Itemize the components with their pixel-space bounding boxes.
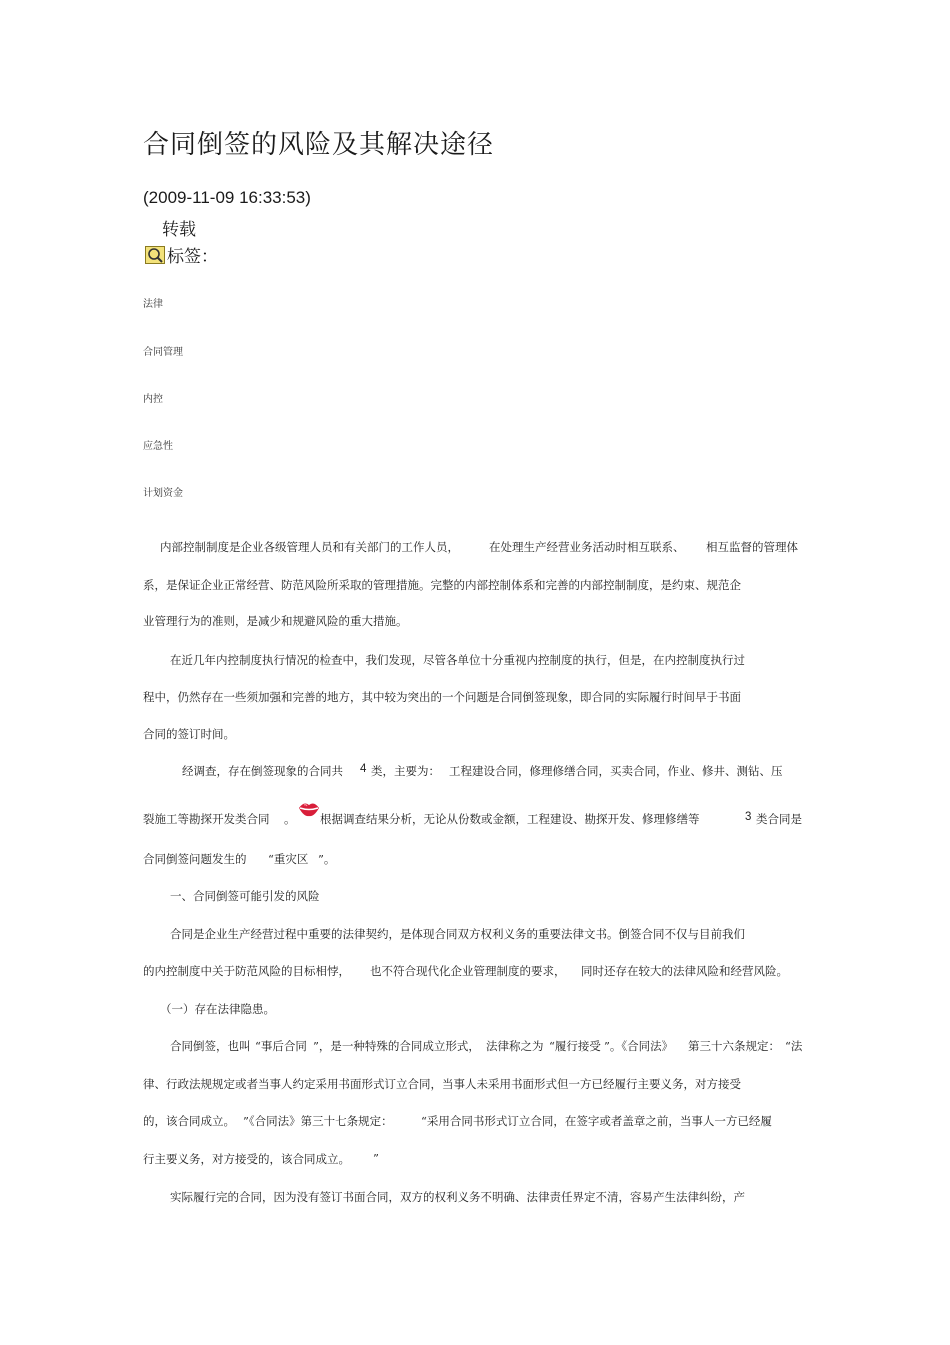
post-date: (2009-11-09 16:33:53) xyxy=(143,188,311,207)
body-text: “履行接受 xyxy=(549,1039,601,1053)
body-text: 法律称之为 xyxy=(486,1039,544,1053)
body-text: “重灾区 xyxy=(268,852,309,866)
body-text: 第三十六条规定： xyxy=(688,1039,780,1053)
body-text: 程中，仍然存在一些须加强和完善的地方，其中较为突出的一个问题是合同倒签现象，即合同的实际履行时间早于书面 xyxy=(143,690,741,704)
body-text: 相互监督的管理体 xyxy=(706,540,798,554)
body-text: 内部控制制度是企业各级管理人员和有关部门的工作人员， xyxy=(160,540,459,554)
body-text: 业管理行为的准则，是减少和规避风险的重大措施。 xyxy=(143,614,408,628)
body-text: “采用合同书形式订立合同，在签字或者盖章之前，当事人一方已经履 xyxy=(421,1114,772,1128)
body-text: 同时还存在较大的法律风险和经营风险。 xyxy=(581,964,788,978)
tags-label: 标签： xyxy=(167,247,218,267)
body-text: 合同倒签问题发生的 xyxy=(143,852,247,866)
page-title: 合同倒签的风险及其解决途径 xyxy=(143,130,495,160)
body-text: 实际履行完的合同，因为没有签订书面合同，双方的权利义务不明确、法律责任界定不清，容易产生法律纠纷，产 xyxy=(170,1190,745,1204)
body-text: 合同倒签，也叫 xyxy=(170,1039,251,1053)
body-text: 。 xyxy=(284,812,296,826)
tag-icon xyxy=(145,246,165,264)
body-text: 合同的签订时间。 xyxy=(143,727,235,741)
body-text: 裂施工等勘探开发类合同 xyxy=(143,812,270,826)
body-text: 律、行政法规规定或者当事人约定采用书面形式订立合同，当事人未采用书面形式但一方已经履行主要义务，对方接受 xyxy=(143,1077,741,1091)
body-text: ” xyxy=(373,1151,379,1165)
body-text: ”《合同法》第三十七条规定： xyxy=(243,1114,393,1128)
body-text: ”，是一种特殊的合同成立形式， xyxy=(313,1039,480,1053)
repost-label[interactable]: 转载 xyxy=(162,220,196,240)
tag-link[interactable]: 应急性 xyxy=(143,441,173,452)
tag-link[interactable]: 合同管理 xyxy=(143,347,183,358)
body-text: 根据调查结果分析，无论从份数或金额，工程建设、勘探开发、修理修缮等 xyxy=(320,812,700,826)
tag-link[interactable]: 法律 xyxy=(143,299,163,310)
body-text: 类合同是 xyxy=(756,812,802,826)
body-text: 行主要义务，对方接受的，该合同成立。 xyxy=(143,1152,350,1166)
body-text: 类，主要为： xyxy=(371,764,440,778)
tag-link[interactable]: 内控 xyxy=(143,394,163,405)
body-text: 在近几年内控制度执行情况的检查中，我们发现，尽管各单位十分重视内控制度的执行，但是，在内控制度执行过 xyxy=(170,653,745,667)
tag-link[interactable]: 计划资金 xyxy=(143,488,183,499)
body-text: 系，是保证企业正常经营、防范风险所采取的管理措施。完整的内部控制体系和完善的内部控制制度，是约束、规范企 xyxy=(143,578,741,592)
section-heading: （一）存在法律隐患。 xyxy=(160,1002,275,1016)
body-number: 4 xyxy=(360,763,367,775)
body-text: 经调查，存在倒签现象的合同共 xyxy=(182,764,343,778)
body-text: 工程建设合同，修理修缮合同，买卖合同，作业、修井、测钻、压 xyxy=(449,764,783,778)
body-text: 在处理生产经营业务活动时相互联系、 xyxy=(489,540,685,554)
lips-emoticon-icon xyxy=(298,800,320,818)
body-text: ”。 xyxy=(318,852,336,866)
body-number: 3 xyxy=(745,811,752,823)
body-text: “法 xyxy=(785,1039,803,1053)
body-text: “事后合同 xyxy=(255,1039,307,1053)
body-text: 的，该合同成立。 xyxy=(143,1114,235,1128)
tags-header xyxy=(145,242,218,267)
body-text: 的内控制度中关于防范风险的目标相悖， xyxy=(143,964,350,978)
body-text: 合同是企业生产经营过程中重要的法律契约，是体现合同双方权利义务的重要法律文书。倒签合同不仅与目前我们 xyxy=(170,927,745,941)
section-heading: 一、合同倒签可能引发的风险 xyxy=(170,889,320,903)
body-text: 也不符合现代化企业管理制度的要求， xyxy=(370,964,566,978)
body-text: ”。《合同法》 xyxy=(604,1039,674,1053)
